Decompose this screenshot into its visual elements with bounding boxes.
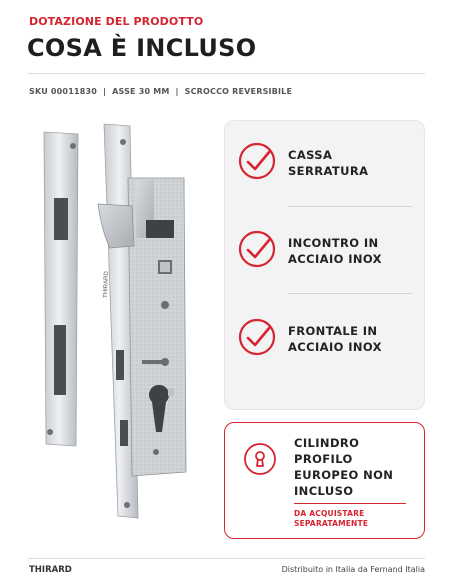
excluded-card: [224, 422, 425, 539]
kicker: DOTAZIONE DEL PRODOTTO: [29, 15, 204, 28]
check-circle-icon: [237, 141, 277, 181]
included-item-incontro: [225, 209, 426, 293]
check-circle-icon: [237, 317, 277, 357]
excluded-divider: [294, 503, 406, 504]
item-separator: [288, 206, 412, 207]
included-item-label: INCONTRO IN ACCIAIO INOX: [288, 236, 382, 266]
included-item-frontale: [225, 297, 426, 381]
strike-plate: [44, 132, 78, 446]
item-separator: [288, 293, 412, 294]
included-card: [224, 120, 425, 410]
excluded-note: DA ACQUISTARE SEPARATAMENTE: [294, 509, 369, 528]
excluded-item-label: CILINDRO PROFILO EUROPEO NON INCLUSO: [294, 436, 394, 498]
included-item-label: CASSA SERRATURA: [288, 148, 369, 178]
divider-top: [28, 73, 425, 74]
footer-brand: THIRARD: [29, 565, 72, 575]
included-item-label: FRONTALE IN ACCIAIO INOX: [288, 324, 382, 354]
check-circle-icon: [237, 229, 277, 269]
divider-bottom: [28, 558, 425, 559]
product-meta: SKU 00011830 | ASSE 30 MM | SCROCCO REVERSIBILE: [29, 87, 293, 96]
keyhole-icon: [242, 441, 278, 477]
page-title: COSA È INCLUSO: [27, 34, 257, 62]
included-item-cassa: [225, 121, 426, 205]
mortise-lock-image: [36, 120, 211, 560]
footer-distributor: Distribuito in Italia da Fernand Italia: [281, 565, 425, 574]
lock-brand-stamp: THIRARD: [103, 271, 110, 299]
